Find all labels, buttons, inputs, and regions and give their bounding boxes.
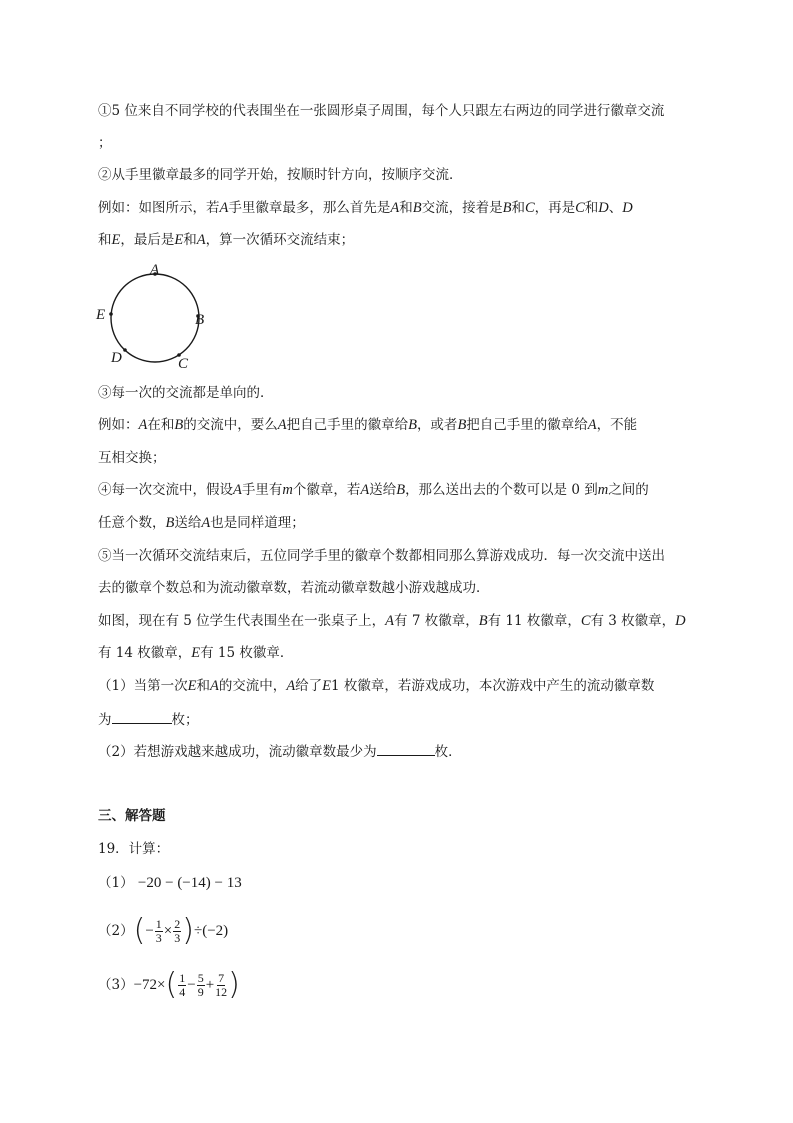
circle-diagram <box>92 262 222 374</box>
text: 1 枚徽章，若游戏成功，本次游戏中产生的流动徽章数 <box>331 678 655 694</box>
numerator: 1 <box>179 970 186 985</box>
var-a: A <box>390 200 400 216</box>
text: 也是同样道理； <box>210 515 305 531</box>
divide-sign: ÷ <box>193 923 203 939</box>
text: ，不能 <box>596 417 638 433</box>
problem-label: （3） <box>98 977 134 993</box>
text: 枚； <box>171 712 199 728</box>
coefficient: −72× <box>133 977 166 993</box>
var-c: C <box>524 200 535 216</box>
example-2-line-1 <box>98 415 637 435</box>
question-1-line-2 <box>98 709 199 730</box>
text: ，算一次循环交流结束； <box>205 232 355 248</box>
text: 枚． <box>434 744 462 760</box>
plus-sign: + <box>205 977 215 993</box>
problem-label: （1） <box>98 875 134 891</box>
label-e: E <box>96 307 106 323</box>
rule-4-line-2 <box>98 513 305 533</box>
text: 送给 <box>174 515 202 531</box>
text: 有 15 枚徽章． <box>200 645 294 661</box>
times-sign: × <box>163 923 173 939</box>
var-a: A <box>587 417 597 433</box>
left-paren: ( <box>165 967 178 1002</box>
rule-4-line-1 <box>98 480 649 500</box>
var-e: E <box>191 645 201 661</box>
text: 送给 <box>369 482 397 498</box>
var-a: A <box>385 613 395 629</box>
rule-3: ③每一次的交流都是单向的． <box>98 385 274 401</box>
var-d: D <box>622 200 633 216</box>
expr: − 13 <box>210 875 242 891</box>
denominator: 12 <box>215 984 228 999</box>
var-b: B <box>174 417 184 433</box>
text: 和 <box>183 232 197 248</box>
text: 任意个数， <box>98 515 166 531</box>
rule-2: ②从手里徽章最多的同学开始，按顺时针方向，按顺序交流． <box>98 167 463 183</box>
example-1-line-1 <box>98 198 633 218</box>
text: 手里有 <box>241 482 283 498</box>
var-a: A <box>233 482 242 498</box>
var-a: A <box>209 678 219 694</box>
question-19: 19．计算： <box>98 841 170 857</box>
expr: −20 − <box>137 875 178 891</box>
numerator: 5 <box>197 970 204 985</box>
var-m: m <box>282 482 293 498</box>
text: ④每一次交流中，假设 <box>98 482 233 498</box>
text: 个徽章，若 <box>292 482 361 498</box>
text: 之间的 <box>608 482 649 498</box>
question-1-line-1 <box>98 676 654 696</box>
rule-5-line-1: ⑤当一次循环交流结束后，五位同学手里的徽章个数都相同那么算游戏成功．每一次交流中送出 <box>98 548 665 564</box>
var-a: A <box>201 515 211 531</box>
denominator: 3 <box>155 930 162 945</box>
text: 例如： <box>98 417 139 433</box>
var-b: B <box>457 417 467 433</box>
minus-sign: − <box>145 923 154 939</box>
right-paren: ) <box>182 913 194 948</box>
var-d: D <box>675 613 686 629</box>
divisor: (−2) <box>202 923 229 939</box>
text: 有 14 枚徽章， <box>98 645 192 661</box>
text: 有 3 枚徽章， <box>590 613 676 629</box>
point-d <box>123 348 127 352</box>
var-a: A <box>360 482 370 498</box>
text: 在和 <box>147 417 175 433</box>
problem-1 <box>98 873 242 893</box>
numerator: 7 <box>218 970 225 985</box>
var-b: B <box>396 482 406 498</box>
problem-3 <box>98 967 240 1003</box>
text: 有 11 枚徽章， <box>487 613 581 629</box>
var-e: E <box>322 678 332 694</box>
var-e: E <box>187 678 197 694</box>
question-2 <box>98 741 462 762</box>
var-e: E <box>111 232 121 248</box>
denominator: 9 <box>197 984 204 999</box>
rule-5-line-2: 去的徽章个数总和为流动徽章数，若流动徽章数越小游戏越成功． <box>98 580 490 596</box>
var-a: A <box>286 678 296 694</box>
text: 把自己手里的徽章给 <box>286 417 409 433</box>
text: （2）若想游戏越来越成功，流动徽章数最少为 <box>98 744 377 760</box>
label-c: C <box>178 356 189 372</box>
text: 给了 <box>295 678 323 694</box>
label-b: B <box>195 312 205 328</box>
right-paren: ) <box>228 967 240 1002</box>
example-1-line-2 <box>98 230 354 250</box>
text: 为 <box>98 712 112 728</box>
text: ，最后是 <box>120 232 175 248</box>
text: 、 <box>608 200 623 216</box>
point-e <box>109 312 113 316</box>
rule-1: ①5 位来自不同学校的代表围坐在一张圆形桌子周围，每个人只跟左右两边的同学进行徽章交流 <box>98 103 665 119</box>
var-e: E <box>174 232 184 248</box>
text: （1）当第一次 <box>98 678 188 694</box>
text: 有 7 枚徽章， <box>394 613 479 629</box>
text: 手里徽章最多，那么首先是 <box>228 200 391 216</box>
label-d: D <box>111 350 122 366</box>
rule-1-continuation: ； <box>98 135 112 151</box>
var-m: m <box>597 482 609 498</box>
answer-blank-2[interactable] <box>377 741 435 756</box>
var-b: B <box>165 515 175 531</box>
text: 如图，现在有 5 位学生代表围坐在一张桌子上， <box>98 613 386 629</box>
denominator: 4 <box>179 984 186 999</box>
setup-line-1 <box>98 611 686 631</box>
var-d: D <box>598 200 609 216</box>
var-b: B <box>502 200 512 216</box>
numerator: 1 <box>155 916 162 931</box>
text: 例如：如图所示，若 <box>98 200 220 216</box>
problem-label: （2） <box>98 923 134 939</box>
text: 的交流中， <box>218 678 287 694</box>
minus-sign: − <box>187 977 196 993</box>
text: 和 <box>584 200 599 216</box>
var-b: B <box>478 613 488 629</box>
setup-line-2 <box>98 643 293 663</box>
section-heading: 三、解答题 <box>98 808 166 824</box>
var-a: A <box>277 417 287 433</box>
var-a: A <box>219 200 229 216</box>
text: ，那么送出去的个数可以是 0 到 <box>405 482 598 498</box>
text: ，或者 <box>416 417 458 433</box>
label-a: A <box>150 262 160 278</box>
fraction-2-3 <box>173 918 181 945</box>
text: 和 <box>399 200 413 216</box>
var-a: A <box>196 232 206 248</box>
var-a: A <box>138 417 148 433</box>
fraction-7-12 <box>215 972 227 999</box>
fraction-1-3 <box>155 918 163 945</box>
var-b: B <box>412 200 422 216</box>
left-paren: ( <box>133 913 146 948</box>
answer-blank-1[interactable] <box>112 709 172 724</box>
var-b: B <box>408 417 417 433</box>
denominator: 3 <box>174 930 181 945</box>
var-c: C <box>580 613 591 629</box>
fraction-5-9 <box>197 972 205 999</box>
text: 和 <box>196 678 210 694</box>
text: 把自己手里的徽章给 <box>466 417 588 433</box>
text: ，再是 <box>534 200 576 216</box>
fraction-1-4 <box>178 972 186 999</box>
numerator: 2 <box>174 916 181 931</box>
text: 交流，接着是 <box>421 200 503 216</box>
text: 和 <box>98 232 112 248</box>
example-2-line-2: 互相交换； <box>98 450 166 466</box>
text: 的交流中，要么 <box>183 417 278 433</box>
expr: (−14) <box>177 875 211 891</box>
text: 和 <box>511 200 525 216</box>
problem-2 <box>98 914 228 948</box>
var-c: C <box>575 200 585 216</box>
